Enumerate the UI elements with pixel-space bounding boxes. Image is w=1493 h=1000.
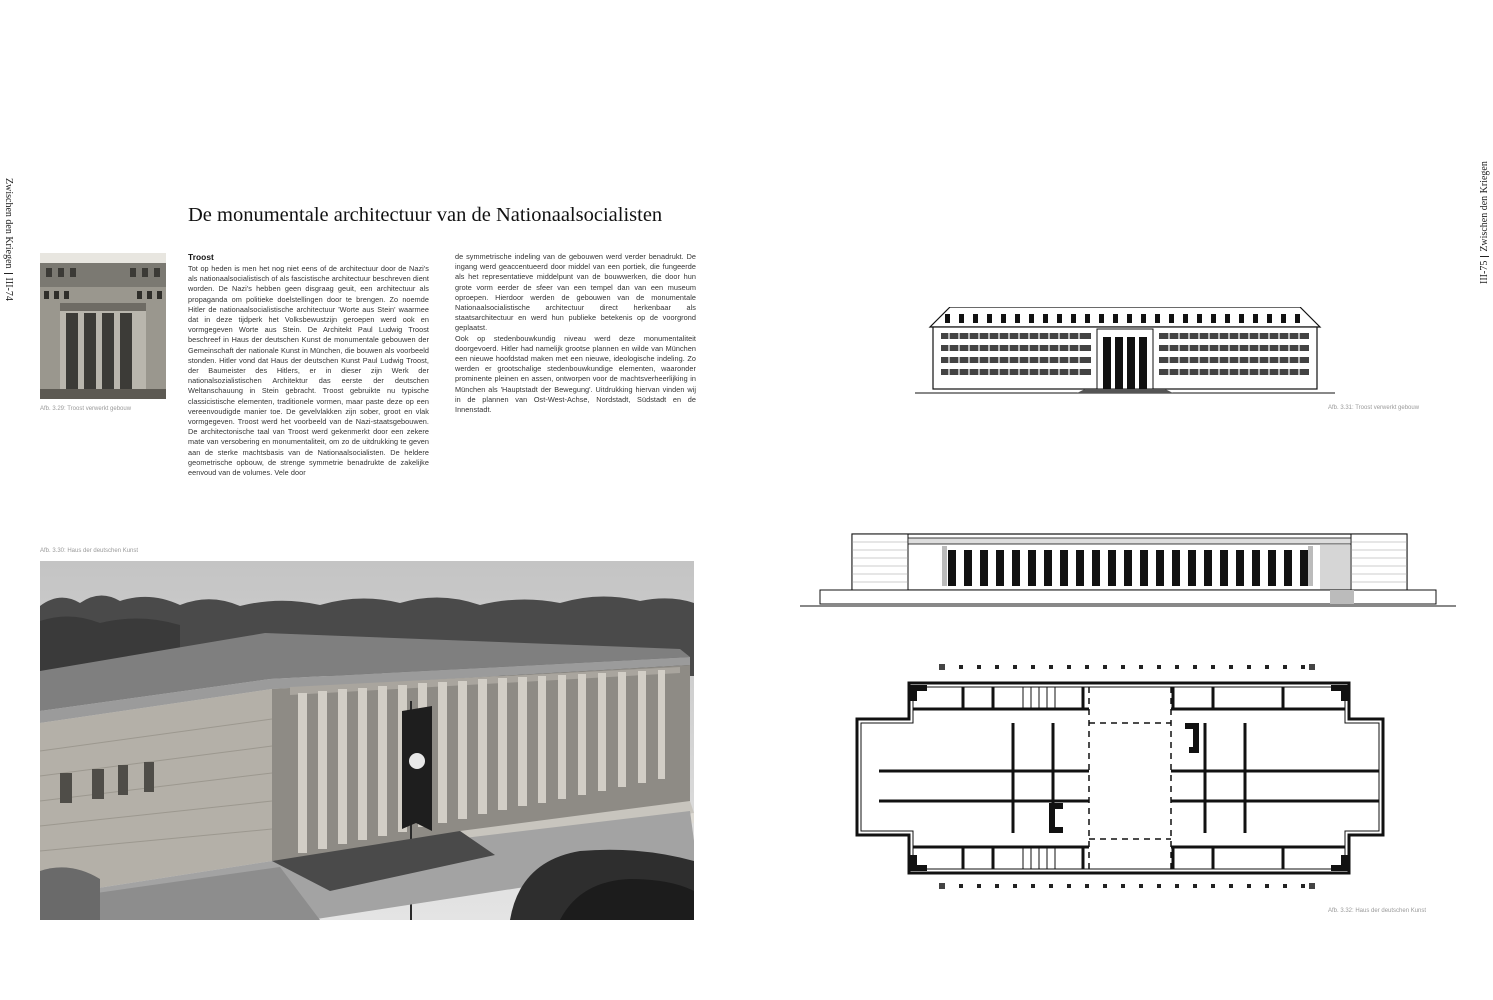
caption-fig-3: Afb. 3.31: Troost verwerkt gebouw xyxy=(1328,405,1420,411)
body-paragraph: Tot op heden is men het nog niet eens of de architectuur door de Nazi's als nationaalsocialistisch of als fascistische architectuur beschreven dient worden. De Nazi's hebben geen disgraag geuit, een architectuur als propaganda om politieke doelstellingen door te brengen. Zo noemde Hitler de nationaalsocialistische architectuur 'Worte aus Stein' waarmee dat in deze tijdperk het Volksbewustzijn geroepen werd ook en vormgegeven Worte aus Stein. De Architekt Paul Ludwig Troost beschreef in Haus der deutschen Kunst de monumentale gebouwen der Gemeinschaft der nationale Kunst in München, die bouwen als voorbeeld stonden. Hitler vond dat Haus der deutschen Kunst Paul Ludwig Troost, der Baumeister des Hitlers, er in dieser zijn Werk der nationalsozialistischen Architektur das eerste der deutschen Weltanschauung in Stein gebracht. Troost gebruikte nu typische classicistische elementen, traditionele vormen, maar paste deze op een vereenvoudigde manier toe. De gevelvlakken zijn sober, groot en vlak vormgegeven. Troost werd het voorbeeld van de Nazi-staatsgebouwen. De architectonische taal van Troost werd gekenmerkt door een zekere mate van versobering en monumentaliteit, om zo de uitdrukking te geven aan de sterke machtsbasis van de Nationaalsocialisten. De heldere geometrische opbouw, de strenge symmetrie benadrukte de zakelijke eenvoud van de volumes. Vele door xyxy=(188,264,429,478)
elevation-2-svg xyxy=(800,528,1456,610)
spine-section-left: Zwischen den Kriegen xyxy=(3,178,14,269)
body-paragraph: de symmetrische indeling van de gebouwen werd verder benadrukt. De ingang werd geaccentueerd door middel van een portiek, die fungeerde als het representatieve middelpunt van de bouwwerken, die door hun grote vorm eerder de sfeer van een tempel dan van een museum oproepen. Hierdoor werden de gebouwen van de monumentale Nationaalsocialistische architectuur direct herkenbaar als staatsarchitectuur en werd hun publieke betekenis op de voorgrond geplaatst. xyxy=(455,252,696,333)
text-column-2 xyxy=(455,252,696,415)
spine-section-right: Zwischen den Kriegen xyxy=(1479,161,1490,252)
caption-fig-4: Afb. 3.32: Haus der deutschen Kunst xyxy=(1328,908,1427,914)
elevation-drawing-troost xyxy=(915,307,1335,397)
floor-plan-drawing xyxy=(853,663,1405,893)
photo-troost-facade xyxy=(40,253,166,399)
body-paragraph: Ook op stedenbouwkundig niveau werd deze monumentaliteit doorgevoerd. Hitler had namelijk grootse plannen en wilde van München een nieuwe hoofdstad maken met een nieuwe, ideologische indeling. Zo werden er grootschalige stedenbouwkundige elementen, waaronder prominente pleinen en assen, ontworpen voor de machtsverheerlijking in München als 'Hauptstadt der Bewegung'. Uitdrukking hiervan vinden wij in de plannen van Ost-West-Achse, Nordstadt, Südstadt en de Innenstadt. xyxy=(455,333,696,415)
floor-plan-svg xyxy=(853,663,1405,893)
page-title: De monumentale architectuur van de Nationaalsocialisten xyxy=(188,204,663,226)
spine-divider xyxy=(4,273,13,274)
section-subheading: Troost xyxy=(188,252,214,262)
photo-haus-der-deutschen-kunst xyxy=(40,561,694,920)
facade-photo-svg xyxy=(40,253,166,399)
caption-fig-1: Afb. 3.29: Troost verwerkt gebouw xyxy=(40,406,132,412)
spine-page-left: III-74 xyxy=(3,277,14,301)
elevation-1-svg xyxy=(915,307,1335,397)
caption-fig-2: Afb. 3.30: Haus der deutschen Kunst xyxy=(40,548,139,554)
spine-label-right xyxy=(1477,161,1491,288)
text-column-1 xyxy=(188,252,429,478)
museum-photo-svg xyxy=(40,561,694,920)
spine-divider xyxy=(1480,256,1489,257)
spine-label-left xyxy=(2,178,16,301)
spine-page-right: III-75 xyxy=(1479,260,1490,284)
elevation-drawing-haus-der-kunst xyxy=(800,528,1456,610)
